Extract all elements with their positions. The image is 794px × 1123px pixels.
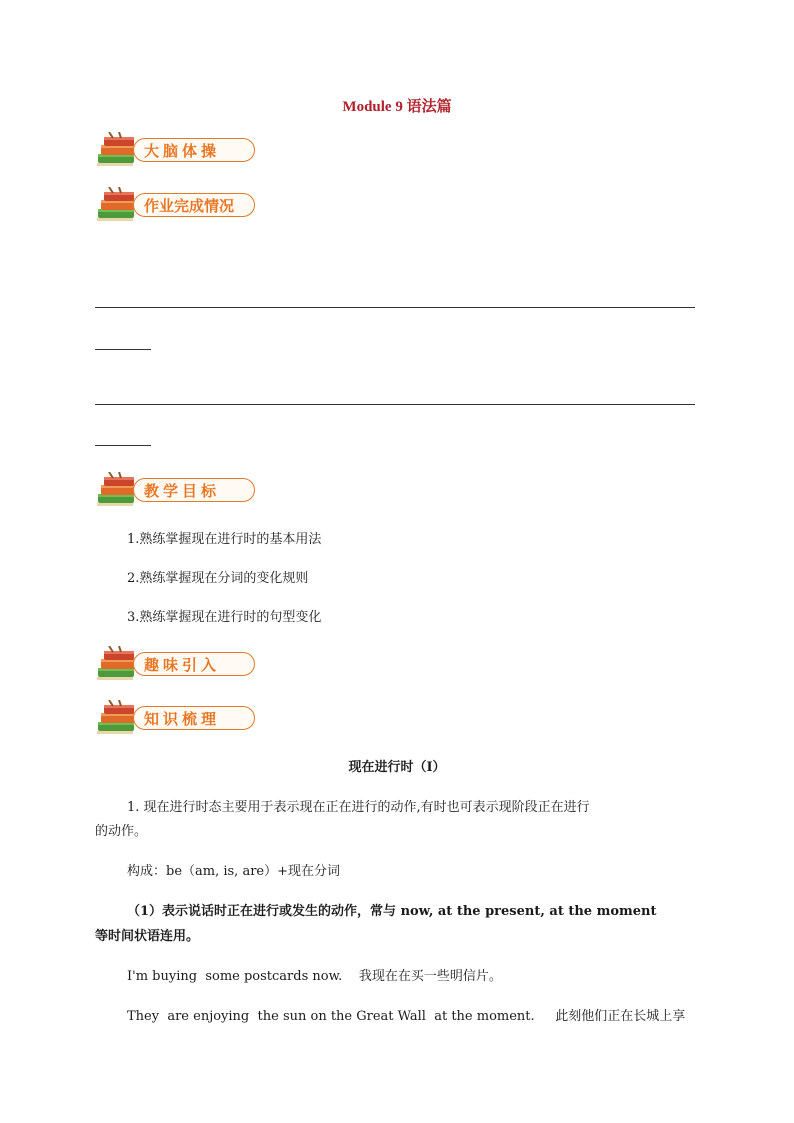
- banner-label: 知识梳理: [133, 706, 255, 730]
- goal-item: 3.熟练掌握现在进行时的句型变化: [127, 610, 322, 625]
- banner-label: 作业完成情况: [133, 193, 255, 217]
- banner-brain-exercise: [95, 132, 260, 174]
- answer-line: [95, 404, 695, 405]
- banner-knowledge: [95, 700, 260, 742]
- structure-text: 构成：be（am, is, are）+现在分词: [127, 864, 341, 879]
- goal-item: 1.熟练掌握现在进行时的基本用法: [127, 532, 322, 547]
- banner-homework: [95, 187, 260, 229]
- usage1-line1: （1）表示说话时正在进行或发生的动作，常与 now, at the present, at the moment: [127, 904, 657, 919]
- banner-label: 趣味引入: [133, 652, 255, 676]
- section-title: 现在进行时（I）: [348, 760, 446, 775]
- banner-label: 大脑体操: [133, 138, 255, 162]
- banner-label: 教学目标: [133, 478, 255, 502]
- page-title: Module 9 语法篇: [342, 99, 452, 115]
- point1-line2: 的动作。: [95, 824, 148, 839]
- answer-line-short: [95, 349, 151, 350]
- banner-teaching-goals: [95, 472, 260, 514]
- banner-fun-intro: [95, 646, 260, 688]
- usage1-line2: 等时间状语连用。: [95, 929, 200, 944]
- goal-item: 2.熟练掌握现在分词的变化规则: [127, 571, 309, 586]
- example-sentence: They are enjoying the sun on the Great Wall at the moment. 此刻他们正在长城上享: [127, 1009, 686, 1024]
- example-sentence: I'm buying some postcards now. 我现在在买一些明信片。: [127, 969, 502, 984]
- point1-line1: 1. 现在进行时态主要用于表示现在正在进行的动作,有时也可表示现阶段正在进行: [127, 800, 590, 815]
- answer-line: [95, 307, 695, 308]
- answer-line-short: [95, 445, 151, 446]
